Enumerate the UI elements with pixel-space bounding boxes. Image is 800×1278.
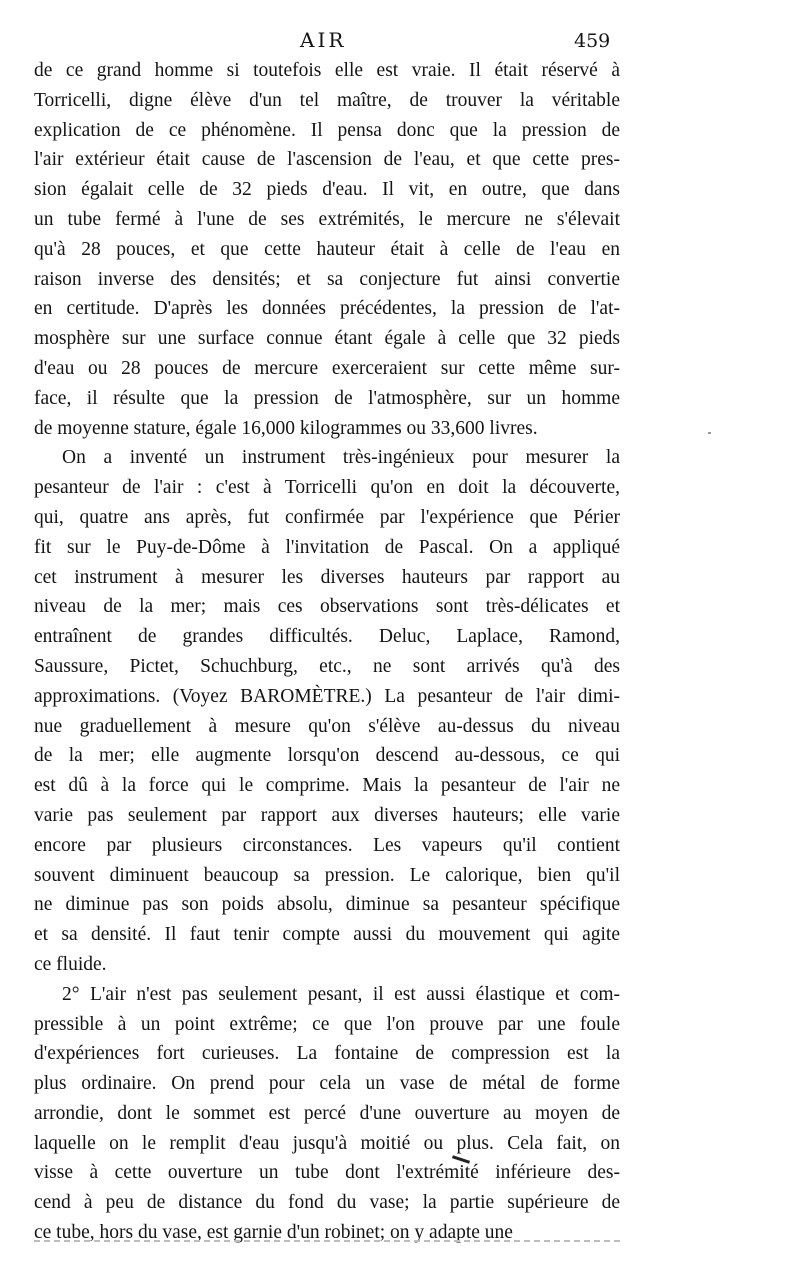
text-line: pesanteur de l'air : c'est à Torricelli qu'on en doit la découverte,	[34, 477, 620, 499]
text-line: explication de ce phénomène. Il pensa donc que la pression de	[34, 119, 620, 141]
paragraph	[34, 980, 620, 1248]
text-line: cet instrument à mesurer les diverses hauteurs par rapport au	[34, 566, 620, 588]
text-line: l'air extérieur était cause de l'ascension de l'eau, et que cette pres-	[34, 149, 620, 171]
text-line: ce fluide.	[34, 953, 107, 975]
margin-speck	[708, 432, 711, 434]
text-line: face, il résulte que la pression de l'atmosphère, sur un homme	[34, 387, 620, 409]
text-line: est dû à la force qui le comprime. Mais la pesanteur de l'air ne	[34, 775, 620, 797]
text-line: Torricelli, digne élève d'un tel maître, de trouver la véritable	[34, 89, 620, 111]
text-line: un tube fermé à l'une de ses extrémités, le mercure ne s'élevait	[34, 208, 620, 230]
running-header	[0, 28, 800, 58]
bottom-bleed-line	[34, 1240, 620, 1244]
text-line: ne diminue pas son poids absolu, diminue sa pesanteur spécifique	[34, 894, 620, 916]
text-line: varie pas seulement par rapport aux diverses hauteurs; elle varie	[34, 804, 620, 826]
text-line: cend à peu de distance du fond du vase; la partie supérieure de	[34, 1192, 620, 1214]
text-line: d'expériences fort curieuses. La fontaine de compression est la	[34, 1043, 620, 1065]
text-line: de ce grand homme si toutefois elle est vraie. Il était réservé à	[34, 60, 620, 81]
text-line: On a inventé un instrument très-ingénieux pour mesurer la	[62, 447, 620, 469]
text-line: en certitude. D'après les données précédentes, la pression de l'at-	[34, 298, 620, 320]
paragraph	[34, 443, 620, 979]
page-number: 459	[574, 30, 611, 52]
text-line: encore par plusieurs circonstances. Les vapeurs qu'il contient	[34, 834, 620, 856]
text-line: raison inverse des densités; et sa conjecture fut ainsi convertie	[34, 268, 620, 290]
text-line: entraînent de grandes difficultés. Deluc, Laplace, Ramond,	[34, 626, 620, 648]
text-line: qui, quatre ans après, fut confirmée par l'expérience que Périer	[34, 506, 620, 528]
text-line: arrondie, dont le sommet est percé d'une ouverture au moyen de	[34, 1102, 620, 1124]
text-line: et sa densité. Il faut tenir compte aussi du mouvement qui agite	[34, 924, 620, 946]
text-line: d'eau ou 28 pouces de mercure exerceraient sur cette même sur-	[34, 357, 620, 379]
running-title: AIR	[300, 28, 347, 52]
text-line: de moyenne stature, égale 16,000 kilogrammes ou 33,600 livres.	[34, 417, 538, 439]
text-line: laquelle on le remplit d'eau jusqu'à moitié ou plus. Cela fait, on	[34, 1132, 620, 1154]
text-line: qu'à 28 pouces, et que cette hauteur était à celle de l'eau en	[34, 238, 620, 260]
text-line: Saussure, Pictet, Schuchburg, etc., ne sont arrivés qu'à des	[34, 655, 620, 677]
text-line: niveau de la mer; mais ces observations sont très-délicates et	[34, 596, 620, 618]
text-line: fit sur le Puy-de-Dôme à l'invitation de Pascal. On a appliqué	[34, 536, 620, 558]
text-line: nue graduellement à mesure qu'on s'élève au-dessus du niveau	[34, 715, 620, 737]
body-text	[34, 56, 620, 1248]
text-line: 2° L'air n'est pas seulement pesant, il est aussi élastique et com-	[62, 983, 620, 1005]
text-line: sion égalait celle de 32 pieds d'eau. Il vit, en outre, que dans	[34, 179, 620, 201]
paragraph	[34, 56, 620, 443]
text-line: mosphère sur une surface connue étant égale à celle que 32 pieds	[34, 328, 620, 350]
text-line: ce tube, hors du vase, est garnie d'un robinet; on y adapte une	[34, 1222, 513, 1244]
text-line: souvent diminuent beaucoup sa pression. Le calorique, bien qu'il	[34, 864, 620, 886]
text-line: de la mer; elle augmente lorsqu'on descend au-dessous, ce qui	[34, 745, 620, 767]
text-line: plus ordinaire. On prend pour cela un vase de métal de forme	[34, 1073, 620, 1095]
text-line: visse à cette ouverture un tube dont l'extrémité inférieure des-	[34, 1162, 620, 1184]
text-line: pressible à un point extrême; ce que l'on prouve par une foule	[34, 1013, 620, 1035]
text-line: approximations. (Voyez BAROMÈTRE.) La pesanteur de l'air dimi-	[34, 685, 620, 707]
